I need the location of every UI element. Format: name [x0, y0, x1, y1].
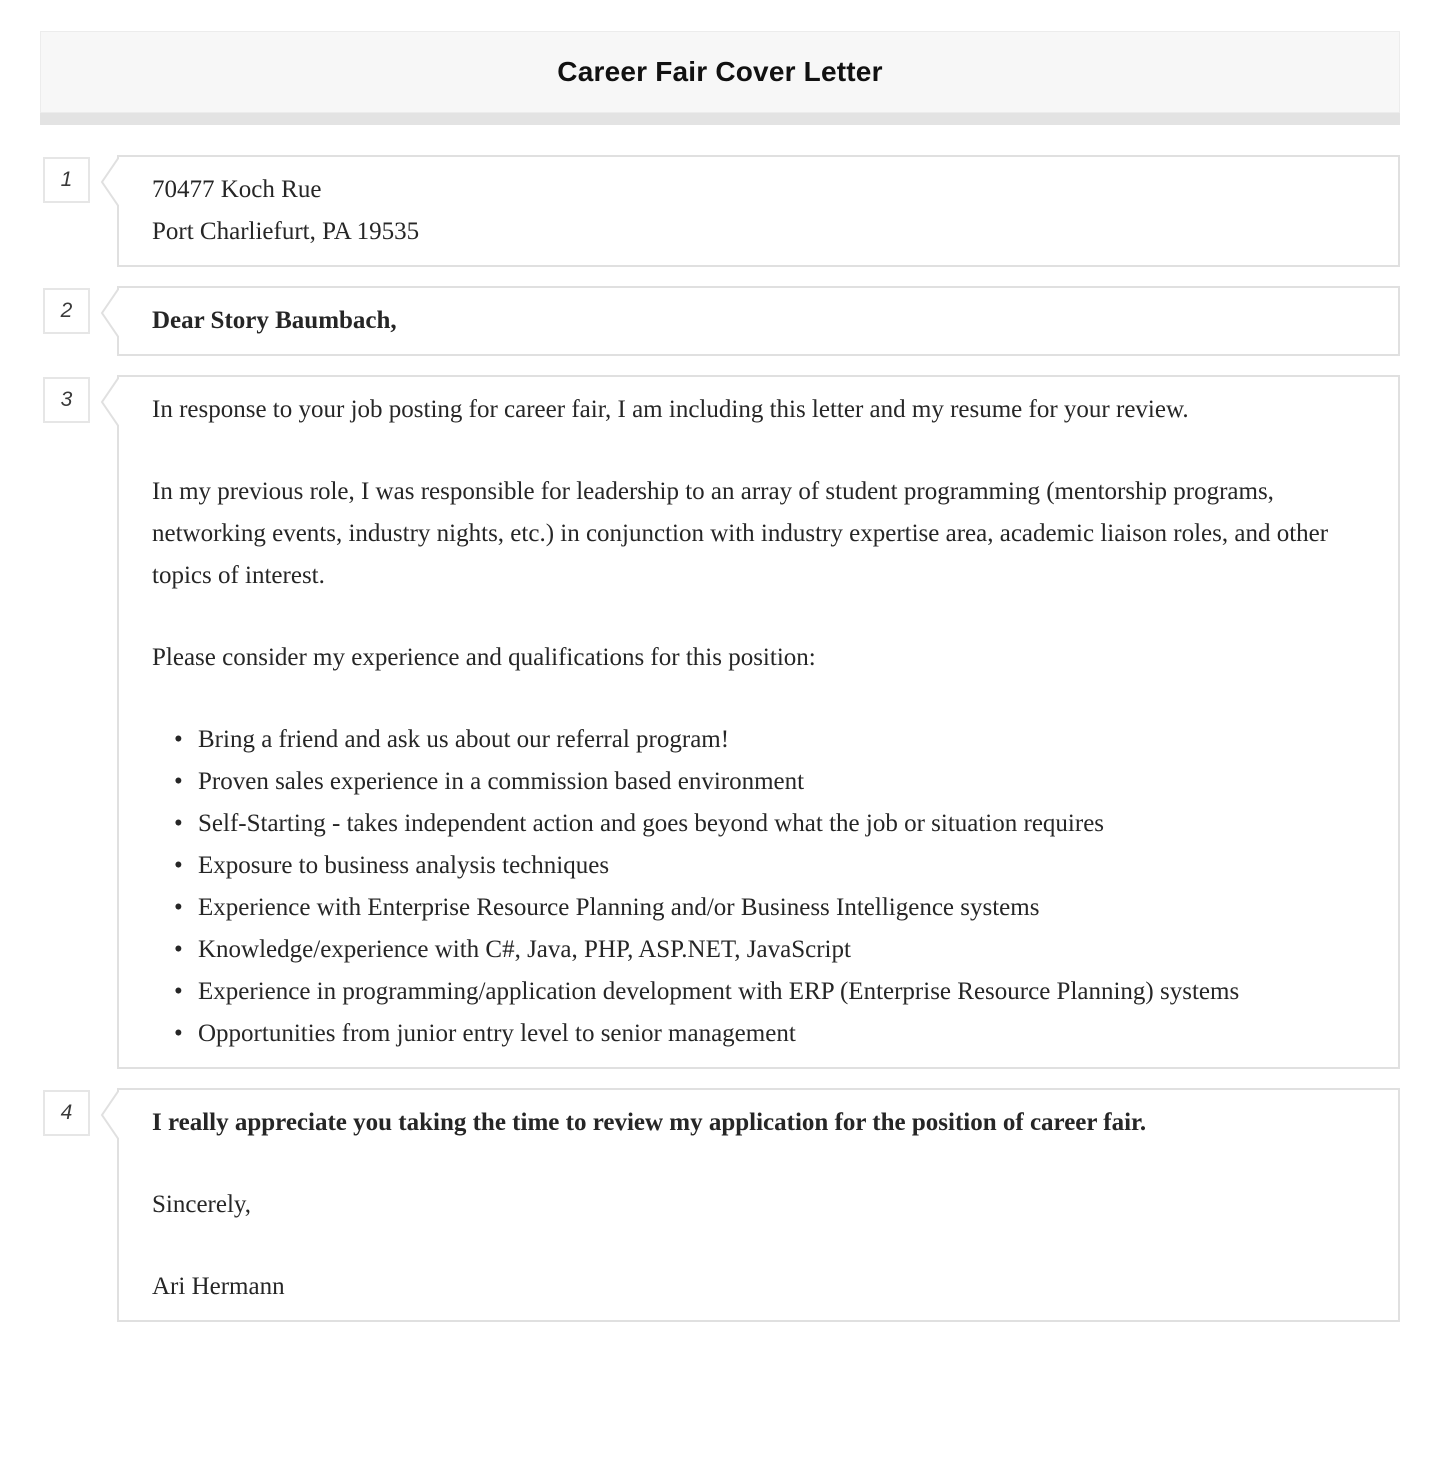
callout-pointer-icon [99, 286, 119, 340]
section-address [60, 155, 1400, 267]
closing-block [152, 1102, 1365, 1308]
section-number-badge [43, 1090, 90, 1136]
qualifications-list [152, 719, 1365, 1055]
bullet-item: • Opportunities from junior entry level to senior management [198, 1013, 1365, 1055]
salutation-text: Dear Story Baumbach, [152, 307, 397, 334]
letter-body-block [152, 389, 1365, 1055]
address-city: Port Charliefurt, PA 19535 [152, 218, 420, 245]
section-number: 1 [60, 168, 73, 191]
callout-pointer-icon [99, 155, 119, 209]
bullet-item: • Knowledge/experience with C#, Java, PHP, ASP.NET, JavaScript [198, 929, 1365, 971]
cover-letter-body [0, 155, 1440, 1322]
intro-paragraph: In response to your job posting for career fair, I am including this letter and my resume for your review. [152, 396, 1189, 423]
bullet-item: • Self-Starting - takes independent action and goes beyond what the job or situation requires [198, 803, 1365, 845]
header-shadow-strip [40, 113, 1400, 125]
section-number: 2 [60, 299, 73, 322]
bullet-item: • Experience in programming/application development with ERP (Enterprise Resource Planning) systems [198, 971, 1365, 1013]
closing-statement: I really appreciate you taking the time to review my application for the position of career fair. [152, 1109, 1147, 1136]
section-number: 3 [60, 388, 73, 411]
section-salutation [60, 286, 1400, 356]
page-title: Career Fair Cover Letter [557, 56, 883, 87]
address-street: 70477 Koch Rue [152, 176, 322, 203]
bullet-item: • Exposure to business analysis techniques [198, 845, 1365, 887]
callout-pointer-icon [99, 375, 119, 429]
bullet-item: • Experience with Enterprise Resource Planning and/or Business Intelligence systems [198, 887, 1365, 929]
header-bar [40, 31, 1400, 113]
document-header [40, 31, 1400, 125]
section-number-badge [43, 288, 90, 334]
signature-name: Ari Hermann [152, 1273, 285, 1300]
salutation-block [152, 300, 1365, 342]
bullet-item: • Bring a friend and ask us about our referral program! [198, 719, 1365, 761]
section-number-badge [43, 157, 90, 203]
bullet-item: • Proven sales experience in a commission based environment [198, 761, 1365, 803]
signoff-text: Sincerely, [152, 1191, 252, 1218]
qualifications-lead-paragraph: Please consider my experience and qualifications for this position: [152, 644, 816, 671]
callout-pointer-icon [99, 1088, 119, 1142]
section-letter-body [60, 375, 1400, 1069]
address-block [152, 169, 1365, 253]
section-number-badge [43, 377, 90, 423]
section-number: 4 [60, 1101, 73, 1124]
experience-paragraph: In my previous role, I was responsible for leadership to an array of student programming (mentorship programs, networking events, industry nights, etc.) in conjunction with industry expertise area, academic liaison roles, and other topics of interest. [152, 478, 1329, 589]
section-closing [60, 1088, 1400, 1322]
